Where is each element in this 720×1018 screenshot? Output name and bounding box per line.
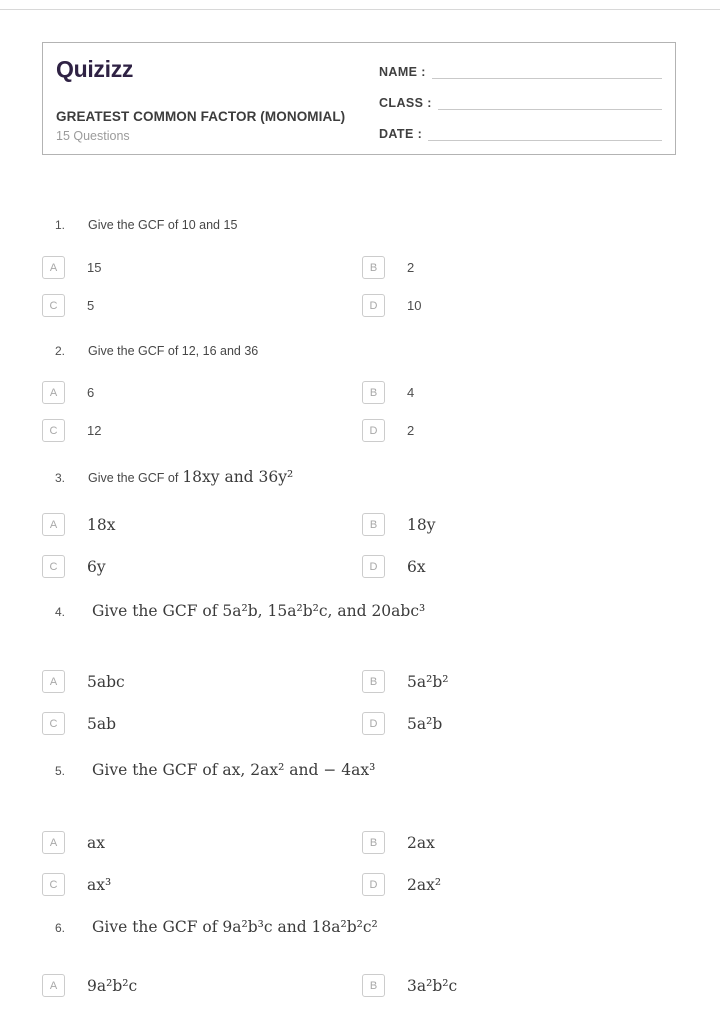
question-line xyxy=(42,468,676,486)
option-choice-b[interactable] xyxy=(362,974,676,997)
question-3 xyxy=(42,468,676,578)
option-text: 4 xyxy=(407,385,415,400)
option-choice-a[interactable] xyxy=(42,256,362,279)
option-letter-box: A xyxy=(42,513,65,536)
date-field-row xyxy=(379,120,662,141)
question-line xyxy=(42,218,676,232)
page-top-edge xyxy=(0,9,720,10)
class-field-row xyxy=(379,89,662,110)
question-5 xyxy=(42,761,676,896)
option-letter-box: B xyxy=(362,256,385,279)
option-choice-d[interactable] xyxy=(362,294,676,317)
class-label: CLASS : xyxy=(379,96,432,110)
question-number: 5. xyxy=(55,764,66,778)
option-text: 15 xyxy=(87,260,102,275)
question-line xyxy=(42,761,676,779)
question-1 xyxy=(42,218,676,317)
option-letter-box: D xyxy=(362,419,385,442)
option-choice-d[interactable] xyxy=(362,419,676,442)
question-4 xyxy=(42,602,676,735)
option-letter-box: A xyxy=(42,831,65,854)
option-text: 12 xyxy=(87,423,102,438)
option-choice-b[interactable] xyxy=(362,256,676,279)
option-choice-a[interactable] xyxy=(42,831,362,854)
question-math-text: Give the GCF of 5a²b, 15a²b²c, and 20abc³ xyxy=(92,602,426,620)
option-choice-a[interactable] xyxy=(42,381,362,404)
worksheet-title: GREATEST COMMON FACTOR (MONOMIAL) xyxy=(56,109,346,124)
option-text: 5 xyxy=(87,298,95,313)
option-choice-c[interactable] xyxy=(42,712,362,735)
options-grid xyxy=(42,974,676,997)
option-text: 2 xyxy=(407,423,415,438)
question-line xyxy=(42,602,676,620)
option-text: 2ax xyxy=(407,833,435,852)
question-number: 6. xyxy=(55,921,66,935)
option-letter-box: A xyxy=(42,256,65,279)
class-fill-line[interactable] xyxy=(438,92,662,110)
option-choice-d[interactable] xyxy=(362,873,676,896)
option-choice-c[interactable] xyxy=(42,419,362,442)
option-letter-box: D xyxy=(362,294,385,317)
option-text: ax xyxy=(87,833,105,852)
question-6 xyxy=(42,918,676,997)
option-text: 18y xyxy=(407,515,436,534)
name-label: NAME : xyxy=(379,65,426,79)
option-letter-box: B xyxy=(362,513,385,536)
date-label: DATE : xyxy=(379,127,423,141)
options-grid xyxy=(42,513,676,578)
option-letter-box: A xyxy=(42,670,65,693)
question-count: 15 Questions xyxy=(56,129,130,143)
option-text: 6 xyxy=(87,385,95,400)
option-choice-c[interactable] xyxy=(42,873,362,896)
option-choice-a[interactable] xyxy=(42,974,362,997)
option-letter-box: C xyxy=(42,873,65,896)
option-text: 2 xyxy=(407,260,415,275)
option-letter-box: B xyxy=(362,381,385,404)
option-letter-box: D xyxy=(362,873,385,896)
option-choice-b[interactable] xyxy=(362,831,676,854)
question-math-text: Give the GCF of 9a²b³c and 18a²b²c² xyxy=(92,918,378,936)
option-letter-box: D xyxy=(362,712,385,735)
option-text: 6y xyxy=(87,557,106,576)
option-letter-box: C xyxy=(42,294,65,317)
option-choice-a[interactable] xyxy=(42,513,362,536)
options-grid xyxy=(42,831,676,896)
header-box xyxy=(42,42,676,155)
question-text: Give the GCF of xyxy=(88,471,179,485)
question-line xyxy=(42,918,676,936)
options-grid xyxy=(42,670,676,735)
option-text: 2ax² xyxy=(407,875,442,894)
option-choice-b[interactable] xyxy=(362,513,676,536)
option-choice-d[interactable] xyxy=(362,555,676,578)
option-text: 5ab xyxy=(87,714,117,733)
option-text: 5a²b xyxy=(407,714,443,733)
option-choice-b[interactable] xyxy=(362,670,676,693)
question-math-text: 18xy and 36y² xyxy=(182,468,294,486)
option-choice-c[interactable] xyxy=(42,555,362,578)
option-text: 10 xyxy=(407,298,422,313)
question-number: 1. xyxy=(55,218,66,232)
question-number: 2. xyxy=(55,344,66,358)
student-fields xyxy=(379,58,662,151)
quizizz-logo: Quizizz xyxy=(56,56,134,82)
option-choice-b[interactable] xyxy=(362,381,676,404)
option-letter-box: A xyxy=(42,974,65,997)
option-text: 3a²b²c xyxy=(407,976,458,995)
options-grid xyxy=(42,256,676,317)
question-text: Give the GCF of 12, 16 and 36 xyxy=(88,344,259,358)
question-text: Give the GCF of 10 and 15 xyxy=(88,218,238,232)
option-choice-a[interactable] xyxy=(42,670,362,693)
option-text: 5a²b² xyxy=(407,672,449,691)
option-letter-box: D xyxy=(362,555,385,578)
option-letter-box: B xyxy=(362,974,385,997)
option-text: 6x xyxy=(407,557,426,576)
question-number: 3. xyxy=(55,471,66,485)
question-number: 4. xyxy=(55,605,66,619)
option-choice-c[interactable] xyxy=(42,294,362,317)
option-text: 9a²b²c xyxy=(87,976,138,995)
option-letter-box: C xyxy=(42,555,65,578)
name-field-row xyxy=(379,58,662,79)
option-letter-box: B xyxy=(362,831,385,854)
question-math-text: Give the GCF of ax, 2ax² and − 4ax³ xyxy=(92,761,376,779)
option-letter-box: C xyxy=(42,419,65,442)
date-fill-line[interactable] xyxy=(428,123,662,141)
options-grid xyxy=(42,381,676,442)
option-letter-box: C xyxy=(42,712,65,735)
question-line xyxy=(42,344,676,358)
question-2 xyxy=(42,344,676,442)
option-text: 18x xyxy=(87,515,116,534)
questions-list xyxy=(42,154,676,997)
option-letter-box: B xyxy=(362,670,385,693)
option-choice-d[interactable] xyxy=(362,712,676,735)
option-letter-box: A xyxy=(42,381,65,404)
option-text: 5abc xyxy=(87,672,125,691)
option-text: ax³ xyxy=(87,875,112,894)
name-fill-line[interactable] xyxy=(432,61,662,79)
